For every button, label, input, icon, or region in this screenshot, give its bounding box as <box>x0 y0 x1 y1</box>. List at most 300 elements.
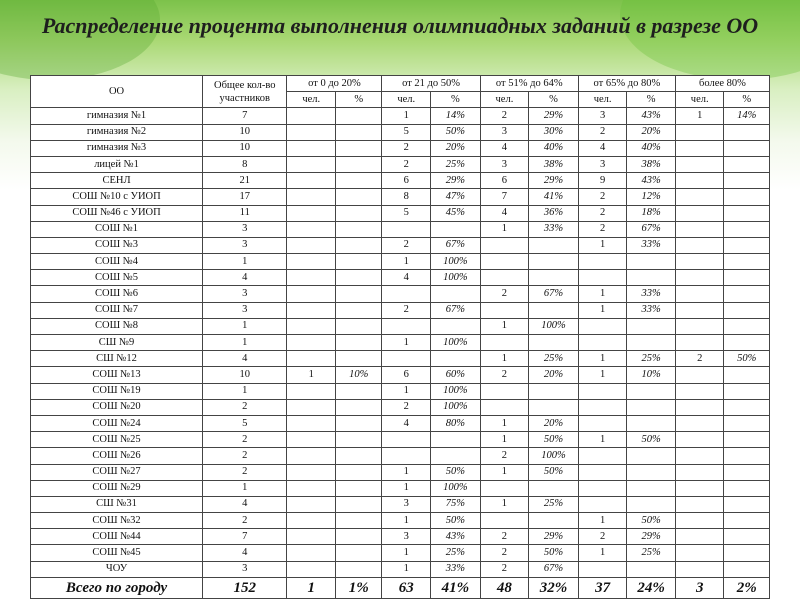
percent-cell: 25% <box>431 545 481 561</box>
table-row <box>31 302 770 318</box>
people-cell <box>382 221 431 237</box>
people-cell: 2 <box>480 108 529 124</box>
org-name-cell: СОШ №3 <box>31 237 203 253</box>
org-name-cell: лицей №1 <box>31 156 203 172</box>
header-sub-people: чел. <box>287 92 336 108</box>
percent-cell: 43% <box>627 173 676 189</box>
total-participants-cell: 1 <box>203 318 287 334</box>
total-participants-cell: 3 <box>203 221 287 237</box>
people-cell <box>675 173 724 189</box>
percent-cell <box>336 399 382 415</box>
people-cell: 1 <box>578 351 627 367</box>
percent-cell: 50% <box>627 513 676 529</box>
org-name-cell: СШ №31 <box>31 496 203 512</box>
people-cell: 3 <box>480 156 529 172</box>
percent-cell <box>431 351 481 367</box>
percent-cell: 30% <box>529 124 579 140</box>
percent-cell <box>724 464 770 480</box>
org-name-cell: СОШ №5 <box>31 270 203 286</box>
people-cell <box>675 189 724 205</box>
header-org: ОО <box>31 76 203 108</box>
percent-cell: 29% <box>529 173 579 189</box>
header-row-1 <box>31 76 770 92</box>
people-cell <box>382 448 431 464</box>
percent-cell <box>529 480 579 496</box>
org-name-cell: СОШ №32 <box>31 513 203 529</box>
percent-cell: 25% <box>627 545 676 561</box>
people-cell <box>287 140 336 156</box>
total-row <box>31 577 770 598</box>
header-sub-people: чел. <box>480 92 529 108</box>
total-participants-cell: 8 <box>203 156 287 172</box>
people-cell: 2 <box>578 221 627 237</box>
org-name-cell: Всего по городу <box>31 577 203 598</box>
people-cell <box>287 173 336 189</box>
header-group-4: более 80% <box>675 76 769 92</box>
percent-cell <box>336 221 382 237</box>
table-row <box>31 351 770 367</box>
people-cell: 1 <box>675 108 724 124</box>
people-cell <box>287 124 336 140</box>
percent-cell: 10% <box>627 367 676 383</box>
percent-cell: 60% <box>431 367 481 383</box>
percent-cell: 32% <box>529 577 579 598</box>
people-cell: 6 <box>382 173 431 189</box>
percent-cell: 20% <box>529 415 579 431</box>
people-cell <box>382 351 431 367</box>
people-cell <box>382 432 431 448</box>
percent-cell <box>431 221 481 237</box>
percent-cell: 29% <box>627 529 676 545</box>
people-cell: 1 <box>382 561 431 577</box>
people-cell: 2 <box>480 561 529 577</box>
decor-leaf-left <box>0 0 160 80</box>
people-cell <box>480 480 529 496</box>
percent-cell <box>627 383 676 399</box>
people-cell: 4 <box>480 205 529 221</box>
table-row <box>31 432 770 448</box>
header-group-0: от 0 до 20% <box>287 76 382 92</box>
org-name-cell: СОШ №27 <box>31 464 203 480</box>
org-name-cell: гимназия №2 <box>31 124 203 140</box>
people-cell <box>675 205 724 221</box>
total-participants-cell: 152 <box>203 577 287 598</box>
people-cell: 4 <box>382 270 431 286</box>
percent-cell <box>431 318 481 334</box>
table-row <box>31 383 770 399</box>
people-cell <box>287 108 336 124</box>
percent-cell: 100% <box>431 480 481 496</box>
percent-cell <box>724 529 770 545</box>
percent-cell: 100% <box>431 399 481 415</box>
people-cell <box>287 189 336 205</box>
table-row <box>31 318 770 334</box>
percent-cell: 29% <box>529 529 579 545</box>
percent-cell <box>336 108 382 124</box>
percent-cell <box>431 432 481 448</box>
org-name-cell: СОШ №10 с УИОП <box>31 189 203 205</box>
percent-cell <box>627 318 676 334</box>
people-cell <box>382 318 431 334</box>
people-cell: 1 <box>382 254 431 270</box>
table-row <box>31 189 770 205</box>
people-cell: 1 <box>578 432 627 448</box>
percent-cell <box>724 399 770 415</box>
people-cell: 3 <box>480 124 529 140</box>
total-participants-cell: 1 <box>203 335 287 351</box>
percent-cell: 25% <box>529 496 579 512</box>
percent-cell: 50% <box>431 124 481 140</box>
people-cell: 2 <box>578 124 627 140</box>
people-cell: 63 <box>382 577 431 598</box>
percent-cell: 10% <box>336 367 382 383</box>
people-cell <box>578 464 627 480</box>
people-cell: 2 <box>382 140 431 156</box>
percent-cell <box>724 286 770 302</box>
header-group-3: от 65% до 80% <box>578 76 675 92</box>
people-cell <box>675 464 724 480</box>
people-cell <box>287 415 336 431</box>
people-cell: 1 <box>480 415 529 431</box>
percent-cell <box>336 529 382 545</box>
total-participants-cell: 7 <box>203 529 287 545</box>
percent-cell: 33% <box>627 302 676 318</box>
percent-cell: 25% <box>431 156 481 172</box>
total-participants-cell: 10 <box>203 140 287 156</box>
percent-cell: 43% <box>431 529 481 545</box>
people-cell <box>675 124 724 140</box>
percent-cell <box>336 302 382 318</box>
percent-cell <box>724 561 770 577</box>
org-name-cell: СШ №12 <box>31 351 203 367</box>
percent-cell <box>529 302 579 318</box>
percent-cell: 41% <box>529 189 579 205</box>
org-name-cell: СОШ №4 <box>31 254 203 270</box>
header-sub-pct: % <box>529 92 579 108</box>
percent-cell: 100% <box>529 448 579 464</box>
people-cell: 9 <box>578 173 627 189</box>
percent-cell: 47% <box>431 189 481 205</box>
percent-cell: 50% <box>529 432 579 448</box>
people-cell <box>287 335 336 351</box>
percent-cell <box>627 270 676 286</box>
org-name-cell: СЕНЛ <box>31 173 203 189</box>
table-row <box>31 480 770 496</box>
percent-cell: 100% <box>431 254 481 270</box>
percent-cell: 14% <box>431 108 481 124</box>
header-sub-pct: % <box>431 92 481 108</box>
total-participants-cell: 2 <box>203 432 287 448</box>
percent-cell <box>336 448 382 464</box>
table-row <box>31 124 770 140</box>
page-title: Распределение процента выполнения олимпиадных заданий в разрезе ОО <box>41 13 759 38</box>
percent-cell <box>724 367 770 383</box>
people-cell <box>675 367 724 383</box>
header-sub-people: чел. <box>675 92 724 108</box>
total-participants-cell: 10 <box>203 124 287 140</box>
people-cell: 1 <box>578 545 627 561</box>
percent-cell <box>336 270 382 286</box>
percent-cell <box>336 561 382 577</box>
org-name-cell: СОШ №19 <box>31 383 203 399</box>
people-cell: 1 <box>480 351 529 367</box>
total-participants-cell: 3 <box>203 302 287 318</box>
percent-cell: 1% <box>336 577 382 598</box>
header-group-2: от 51% до 64% <box>480 76 578 92</box>
percent-cell: 12% <box>627 189 676 205</box>
people-cell <box>480 237 529 253</box>
people-cell: 3 <box>578 108 627 124</box>
people-cell <box>675 254 724 270</box>
percent-cell <box>627 480 676 496</box>
percent-cell <box>336 156 382 172</box>
people-cell: 1 <box>578 286 627 302</box>
people-cell: 8 <box>382 189 431 205</box>
percent-cell: 38% <box>529 156 579 172</box>
total-participants-cell: 4 <box>203 351 287 367</box>
people-cell: 3 <box>382 496 431 512</box>
org-name-cell: СОШ №20 <box>31 399 203 415</box>
people-cell <box>287 399 336 415</box>
people-cell: 1 <box>382 513 431 529</box>
decor-leaf-right <box>620 0 800 80</box>
people-cell: 1 <box>382 545 431 561</box>
percent-cell <box>724 140 770 156</box>
percent-cell <box>336 383 382 399</box>
people-cell <box>480 254 529 270</box>
percent-cell <box>529 254 579 270</box>
percent-cell <box>336 464 382 480</box>
percent-cell: 18% <box>627 205 676 221</box>
people-cell <box>675 286 724 302</box>
total-participants-cell: 5 <box>203 415 287 431</box>
people-cell <box>480 399 529 415</box>
total-participants-cell: 11 <box>203 205 287 221</box>
percent-cell: 25% <box>627 351 676 367</box>
people-cell <box>675 383 724 399</box>
percent-cell: 100% <box>431 383 481 399</box>
percent-cell <box>724 545 770 561</box>
percent-cell: 40% <box>529 140 579 156</box>
people-cell <box>287 545 336 561</box>
header-sub-people: чел. <box>382 92 431 108</box>
people-cell <box>675 270 724 286</box>
people-cell <box>287 464 336 480</box>
people-cell: 1 <box>382 383 431 399</box>
percent-cell <box>724 270 770 286</box>
people-cell <box>675 529 724 545</box>
total-participants-cell: 2 <box>203 448 287 464</box>
percent-cell <box>724 480 770 496</box>
table-row <box>31 496 770 512</box>
percent-cell: 24% <box>627 577 676 598</box>
percent-cell <box>724 432 770 448</box>
table-row <box>31 286 770 302</box>
people-cell <box>287 237 336 253</box>
people-cell <box>287 318 336 334</box>
percent-cell <box>627 399 676 415</box>
people-cell: 4 <box>382 415 431 431</box>
percent-cell: 67% <box>529 561 579 577</box>
percent-cell: 50% <box>529 464 579 480</box>
people-cell: 2 <box>578 529 627 545</box>
percent-cell <box>724 205 770 221</box>
people-cell <box>675 318 724 334</box>
people-cell <box>675 545 724 561</box>
people-cell: 1 <box>578 237 627 253</box>
percent-cell: 67% <box>431 302 481 318</box>
total-participants-cell: 1 <box>203 480 287 496</box>
header-sub-pct: % <box>627 92 676 108</box>
people-cell <box>675 335 724 351</box>
org-name-cell: СОШ №44 <box>31 529 203 545</box>
people-cell: 5 <box>382 205 431 221</box>
org-name-cell: гимназия №1 <box>31 108 203 124</box>
percent-cell: 14% <box>724 108 770 124</box>
people-cell: 3 <box>675 577 724 598</box>
people-cell: 1 <box>480 318 529 334</box>
people-cell: 5 <box>382 124 431 140</box>
percent-cell <box>336 318 382 334</box>
percent-cell: 20% <box>627 124 676 140</box>
percent-cell: 80% <box>431 415 481 431</box>
table-row <box>31 513 770 529</box>
table-row <box>31 108 770 124</box>
org-name-cell: СОШ №6 <box>31 286 203 302</box>
people-cell: 1 <box>480 464 529 480</box>
percent-cell <box>529 383 579 399</box>
percent-cell: 25% <box>529 351 579 367</box>
people-cell: 1 <box>480 221 529 237</box>
percent-cell: 20% <box>431 140 481 156</box>
percent-cell <box>529 237 579 253</box>
people-cell <box>287 254 336 270</box>
percent-cell <box>627 464 676 480</box>
people-cell: 1 <box>480 432 529 448</box>
percent-cell: 40% <box>627 140 676 156</box>
percent-cell <box>724 156 770 172</box>
total-participants-cell: 2 <box>203 513 287 529</box>
percent-cell: 29% <box>529 108 579 124</box>
table-row <box>31 173 770 189</box>
percent-cell <box>724 302 770 318</box>
table-row <box>31 205 770 221</box>
people-cell <box>675 221 724 237</box>
org-name-cell: СОШ №46 с УИОП <box>31 205 203 221</box>
percent-cell <box>724 335 770 351</box>
percent-cell <box>529 335 579 351</box>
people-cell: 4 <box>480 140 529 156</box>
people-cell <box>287 496 336 512</box>
percent-cell: 67% <box>431 237 481 253</box>
table-row <box>31 448 770 464</box>
header-sub-pct: % <box>336 92 382 108</box>
people-cell: 2 <box>382 302 431 318</box>
percent-cell <box>431 286 481 302</box>
percent-cell <box>724 221 770 237</box>
percent-cell <box>724 124 770 140</box>
percent-cell <box>336 173 382 189</box>
people-cell <box>578 399 627 415</box>
people-cell <box>578 383 627 399</box>
people-cell: 48 <box>480 577 529 598</box>
table-row <box>31 561 770 577</box>
people-cell: 1 <box>382 335 431 351</box>
percent-cell: 45% <box>431 205 481 221</box>
people-cell: 1 <box>382 480 431 496</box>
table-row <box>31 545 770 561</box>
people-cell: 1 <box>578 302 627 318</box>
percent-cell <box>431 448 481 464</box>
people-cell: 3 <box>382 529 431 545</box>
people-cell: 6 <box>382 367 431 383</box>
people-cell <box>675 237 724 253</box>
total-participants-cell: 4 <box>203 496 287 512</box>
percent-cell <box>724 254 770 270</box>
org-name-cell: СОШ №1 <box>31 221 203 237</box>
people-cell <box>578 318 627 334</box>
total-participants-cell: 2 <box>203 464 287 480</box>
people-cell <box>480 383 529 399</box>
table-row <box>31 415 770 431</box>
total-participants-cell: 4 <box>203 270 287 286</box>
people-cell <box>675 399 724 415</box>
percent-cell: 67% <box>627 221 676 237</box>
total-participants-cell: 7 <box>203 108 287 124</box>
people-cell: 2 <box>480 367 529 383</box>
table-row <box>31 221 770 237</box>
percent-cell <box>724 448 770 464</box>
people-cell <box>480 513 529 529</box>
percent-cell: 38% <box>627 156 676 172</box>
people-cell <box>675 140 724 156</box>
header-sub-people: чел. <box>578 92 627 108</box>
percent-cell <box>724 415 770 431</box>
percent-cell <box>724 237 770 253</box>
percent-cell <box>724 383 770 399</box>
header-sub-pct: % <box>724 92 770 108</box>
people-cell <box>578 254 627 270</box>
percent-cell <box>336 124 382 140</box>
people-cell: 2 <box>382 156 431 172</box>
people-cell <box>287 383 336 399</box>
total-participants-cell: 10 <box>203 367 287 383</box>
percent-cell <box>724 513 770 529</box>
people-cell: 1 <box>480 496 529 512</box>
table-row <box>31 464 770 480</box>
percent-cell <box>336 205 382 221</box>
percent-cell <box>724 318 770 334</box>
percent-cell <box>627 415 676 431</box>
people-cell <box>287 286 336 302</box>
people-cell <box>382 286 431 302</box>
table-row <box>31 140 770 156</box>
percent-cell: 100% <box>529 318 579 334</box>
people-cell <box>287 529 336 545</box>
header-total: Общее кол-во участников <box>203 76 287 108</box>
people-cell <box>287 448 336 464</box>
people-cell <box>578 448 627 464</box>
people-cell <box>480 270 529 286</box>
people-cell <box>578 496 627 512</box>
people-cell <box>675 561 724 577</box>
percent-cell <box>336 545 382 561</box>
percent-cell <box>336 189 382 205</box>
percent-cell <box>336 415 382 431</box>
percent-cell <box>336 237 382 253</box>
org-name-cell: СОШ №13 <box>31 367 203 383</box>
percent-cell <box>627 254 676 270</box>
